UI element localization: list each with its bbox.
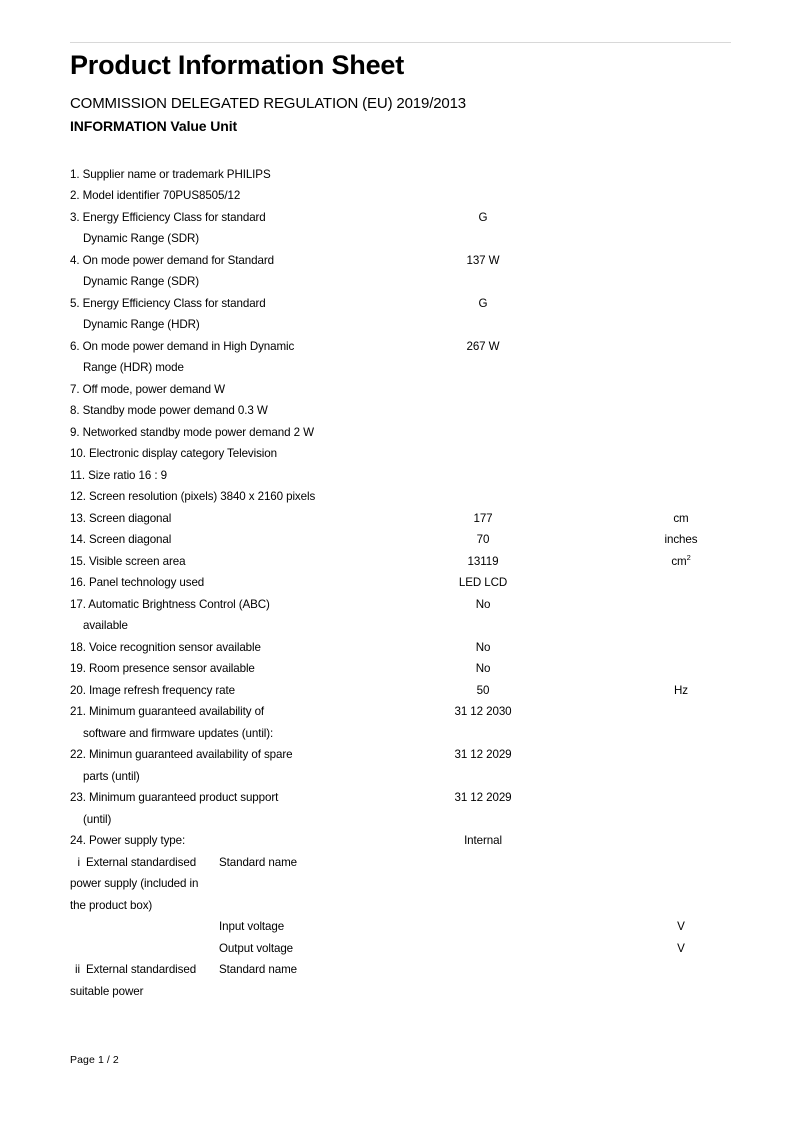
- row-label-cell: [70, 551, 335, 573]
- row-label-line1: 20. Image refresh frequency rate: [70, 683, 236, 697]
- row-label-cell: [70, 658, 335, 680]
- row-label-line1: 2. Model identifier 70PUS8505/12: [70, 189, 241, 202]
- row-value-cell: LED LCD: [458, 576, 508, 589]
- row-value-cell: No: [475, 662, 491, 675]
- row-label-line1: 14. Screen diagonal: [70, 533, 172, 546]
- row-unit-cell: [631, 293, 731, 336]
- row-label-line1: 17. Automatic Brightness Control (ABC): [70, 597, 270, 611]
- row-label-cell: [70, 443, 335, 465]
- row-value-cell: 177: [473, 511, 493, 525]
- row-label-line1: 13. Screen diagonal: [70, 511, 172, 525]
- row-label-line1: 11. Size ratio 16 : 9: [70, 468, 167, 482]
- table-row: [70, 637, 731, 659]
- row-unit-text: cm: [671, 554, 687, 568]
- table-row: [70, 529, 731, 551]
- table-row: [70, 379, 731, 401]
- row-label-cell: [70, 250, 335, 293]
- row-value-cell: 137 W: [466, 253, 500, 267]
- row-label-line1: 15. Visible screen area: [70, 554, 186, 568]
- row-label-line1: 19. Room presence sensor available: [70, 662, 255, 675]
- row-value-cell: 31 12 2030: [454, 705, 512, 718]
- table-row: [70, 572, 731, 594]
- psu-row-numeral: i: [77, 855, 80, 869]
- row-value-cell: G: [478, 210, 488, 224]
- table-row: [70, 658, 731, 680]
- table-row: [70, 486, 731, 508]
- row-value-cell: No: [475, 597, 491, 611]
- table-row: [70, 443, 731, 465]
- table-row: [70, 185, 731, 207]
- row-value-cell: [335, 443, 631, 465]
- row-label-line2: available: [83, 619, 128, 632]
- row-label-cell: [70, 486, 335, 508]
- table-row: [70, 250, 731, 293]
- row-value-cell: No: [475, 640, 491, 654]
- row-label-line1: 7. Off mode, power demand W: [70, 382, 225, 396]
- table-row: [70, 400, 731, 422]
- regulation-subtitle: COMMISSION DELEGATED REGULATION (EU) 2019/2013: [70, 95, 466, 112]
- psu-row-value-cell: [335, 938, 631, 960]
- row-label-line1: 16. Panel technology used: [70, 576, 205, 589]
- row-value-cell: G: [478, 296, 488, 310]
- row-unit-cell: [631, 508, 731, 530]
- row-label-cell: [70, 572, 335, 594]
- table-row: [70, 701, 731, 744]
- row-label-cell: [70, 336, 335, 379]
- product-info-table-wrapper: [70, 116, 731, 1002]
- psu-row-label-cell: [70, 938, 219, 960]
- row-label-line2: Dynamic Range (SDR): [83, 275, 200, 288]
- row-value-cell: [335, 465, 631, 487]
- row-label-line2: software and firmware updates (until):: [83, 726, 274, 740]
- psu-table-row: [70, 916, 731, 938]
- psu-table-row: [70, 938, 731, 960]
- table-row: [70, 744, 731, 787]
- row-label-line1: 18. Voice recognition sensor available: [70, 640, 261, 654]
- psu-row-sublabel-cell: Input voltage: [219, 920, 285, 933]
- row-label-cell: [70, 637, 335, 659]
- psu-row-label-text: External standardised suitable power: [70, 963, 197, 998]
- row-unit-cell: [631, 529, 731, 551]
- table-header-value: [335, 116, 631, 138]
- power-supply-table: [70, 852, 731, 1003]
- row-unit-cell: [631, 787, 731, 830]
- table-spacer-row: [70, 138, 731, 164]
- row-value-cell: 267 W: [466, 339, 500, 353]
- table-row: [70, 680, 731, 702]
- row-label-line1: 4. On mode power demand for Standard: [70, 253, 274, 267]
- table-header-unit: [631, 116, 731, 138]
- row-label-line1: 10. Electronic display category Television: [70, 447, 277, 460]
- psu-row-sublabel-cell: Output voltage: [219, 941, 294, 955]
- row-unit-text: inches: [664, 533, 698, 546]
- row-value-cell: [335, 379, 631, 401]
- row-unit-cell: [631, 486, 731, 508]
- row-label-cell: [70, 207, 335, 250]
- row-label-cell: [70, 400, 335, 422]
- row-unit-superscript: 2: [686, 552, 691, 562]
- table-header-row: [70, 116, 731, 138]
- row-unit-cell: [631, 207, 731, 250]
- psu-row-label-cell: [70, 852, 219, 917]
- row-label-cell: [70, 744, 335, 787]
- row-unit-cell: [631, 637, 731, 659]
- row-label-cell: [70, 680, 335, 702]
- row-unit-cell: [631, 465, 731, 487]
- row-label-cell: [70, 422, 335, 444]
- row-value-cell: [335, 164, 631, 186]
- table-header-label: INFORMATION Value Unit: [70, 118, 238, 134]
- row-unit-cell: [631, 336, 731, 379]
- row-label-line1: 21. Minimum guaranteed availability of: [70, 705, 265, 718]
- row-unit-text: Hz: [674, 683, 688, 697]
- row-value-cell: [335, 486, 631, 508]
- table-row: [70, 508, 731, 530]
- row-label-line1: 8. Standby mode power demand 0.3 W: [70, 404, 268, 417]
- row-label-cell: [70, 787, 335, 830]
- psu-row-value-cell: [335, 852, 631, 917]
- top-divider-rule: [70, 42, 731, 43]
- row-label-line2: Dynamic Range (SDR): [83, 232, 200, 245]
- row-unit-cell: [631, 185, 731, 207]
- table-row: [70, 293, 731, 336]
- row-label-line1: 24. Power supply type:: [70, 834, 186, 847]
- row-label-cell: [70, 379, 335, 401]
- row-label-line1: 22. Minimun guaranteed availability of spare: [70, 748, 293, 761]
- psu-row-sublabel-cell: Standard name: [219, 963, 297, 976]
- product-info-table: [70, 116, 731, 852]
- row-unit-cell: [631, 443, 731, 465]
- row-label-cell: [70, 508, 335, 530]
- row-unit-text: cm: [673, 511, 689, 525]
- row-label-line1: 3. Energy Efficiency Class for standard: [70, 210, 266, 224]
- psu-row-unit-cell: V: [677, 941, 685, 955]
- row-unit-cell: [631, 164, 731, 186]
- row-unit-cell: [631, 701, 731, 744]
- spacer-value-cell: [335, 138, 631, 164]
- row-unit-cell: [631, 594, 731, 637]
- table-row: [70, 594, 731, 637]
- psu-row-value-cell: [335, 959, 631, 1002]
- row-label-line2: (until): [83, 812, 112, 826]
- psu-row-unit-cell: [631, 959, 731, 1002]
- row-unit-cell: [631, 658, 731, 680]
- row-unit-cell: [631, 400, 731, 422]
- row-label-line1: 1. Supplier name or trademark PHILIPS: [70, 167, 271, 181]
- row-label-line2: Dynamic Range (HDR): [83, 318, 200, 331]
- row-unit-cell: [631, 744, 731, 787]
- row-label-cell: [70, 293, 335, 336]
- page-footer: Page 1 / 2: [70, 1054, 119, 1066]
- row-label-cell: [70, 185, 335, 207]
- row-unit-cell: [631, 551, 731, 573]
- spacer-label-cell: [70, 138, 335, 164]
- row-label-cell: [70, 164, 335, 186]
- row-value-cell: 31 12 2029: [454, 748, 512, 761]
- table-row: [70, 207, 731, 250]
- psu-row-value-cell: [335, 916, 631, 938]
- row-label-line2: parts (until): [83, 769, 140, 783]
- row-unit-cell: [631, 379, 731, 401]
- psu-row-unit-cell: [631, 852, 731, 917]
- row-value-cell: 70: [476, 533, 490, 546]
- row-label-cell: [70, 830, 335, 852]
- row-unit-cell: [631, 422, 731, 444]
- row-value-cell: 31 12 2029: [454, 791, 512, 804]
- psu-table-row: [70, 852, 731, 917]
- psu-row-numeral: ii: [75, 963, 80, 976]
- row-value-cell: 50: [476, 683, 490, 697]
- row-label-line1: 12. Screen resolution (pixels) 3840 x 2160 pixels: [70, 490, 316, 503]
- row-value-cell: [335, 400, 631, 422]
- table-row: [70, 336, 731, 379]
- psu-row-unit-cell: V: [677, 920, 685, 933]
- table-row: [70, 830, 731, 852]
- row-unit-cell: [631, 250, 731, 293]
- row-label-cell: [70, 465, 335, 487]
- row-value-cell: [335, 422, 631, 444]
- row-value-cell: [335, 185, 631, 207]
- psu-row-label-cell: [70, 959, 219, 1002]
- row-label-line1: 23. Minimum guaranteed product support: [70, 791, 279, 804]
- psu-table-row: [70, 959, 731, 1002]
- table-row: [70, 551, 731, 573]
- spacer-unit-cell: [631, 138, 731, 164]
- row-label-line1: 5. Energy Efficiency Class for standard: [70, 296, 266, 310]
- psu-row-sublabel-cell: Standard name: [219, 855, 297, 869]
- row-value-cell: 13119: [467, 554, 499, 568]
- row-label-cell: [70, 529, 335, 551]
- row-label-cell: [70, 701, 335, 744]
- page-title: Product Information Sheet: [70, 50, 405, 80]
- row-label-line1: 9. Networked standby mode power demand 2 W: [70, 425, 314, 439]
- psu-row-label-text: External standardised power supply (included in the product box): [70, 855, 199, 912]
- row-label-line1: 6. On mode power demand in High Dynamic: [70, 339, 295, 353]
- row-unit-cell: [631, 572, 731, 594]
- psu-row-label-cell: [70, 916, 219, 938]
- row-unit-cell: [631, 830, 731, 852]
- table-row: [70, 164, 731, 186]
- row-value-cell: Internal: [464, 834, 502, 847]
- table-row: [70, 787, 731, 830]
- row-label-line2: Range (HDR) mode: [83, 361, 184, 374]
- table-row: [70, 465, 731, 487]
- row-unit-cell: [631, 680, 731, 702]
- row-label-cell: [70, 594, 335, 637]
- table-row: [70, 422, 731, 444]
